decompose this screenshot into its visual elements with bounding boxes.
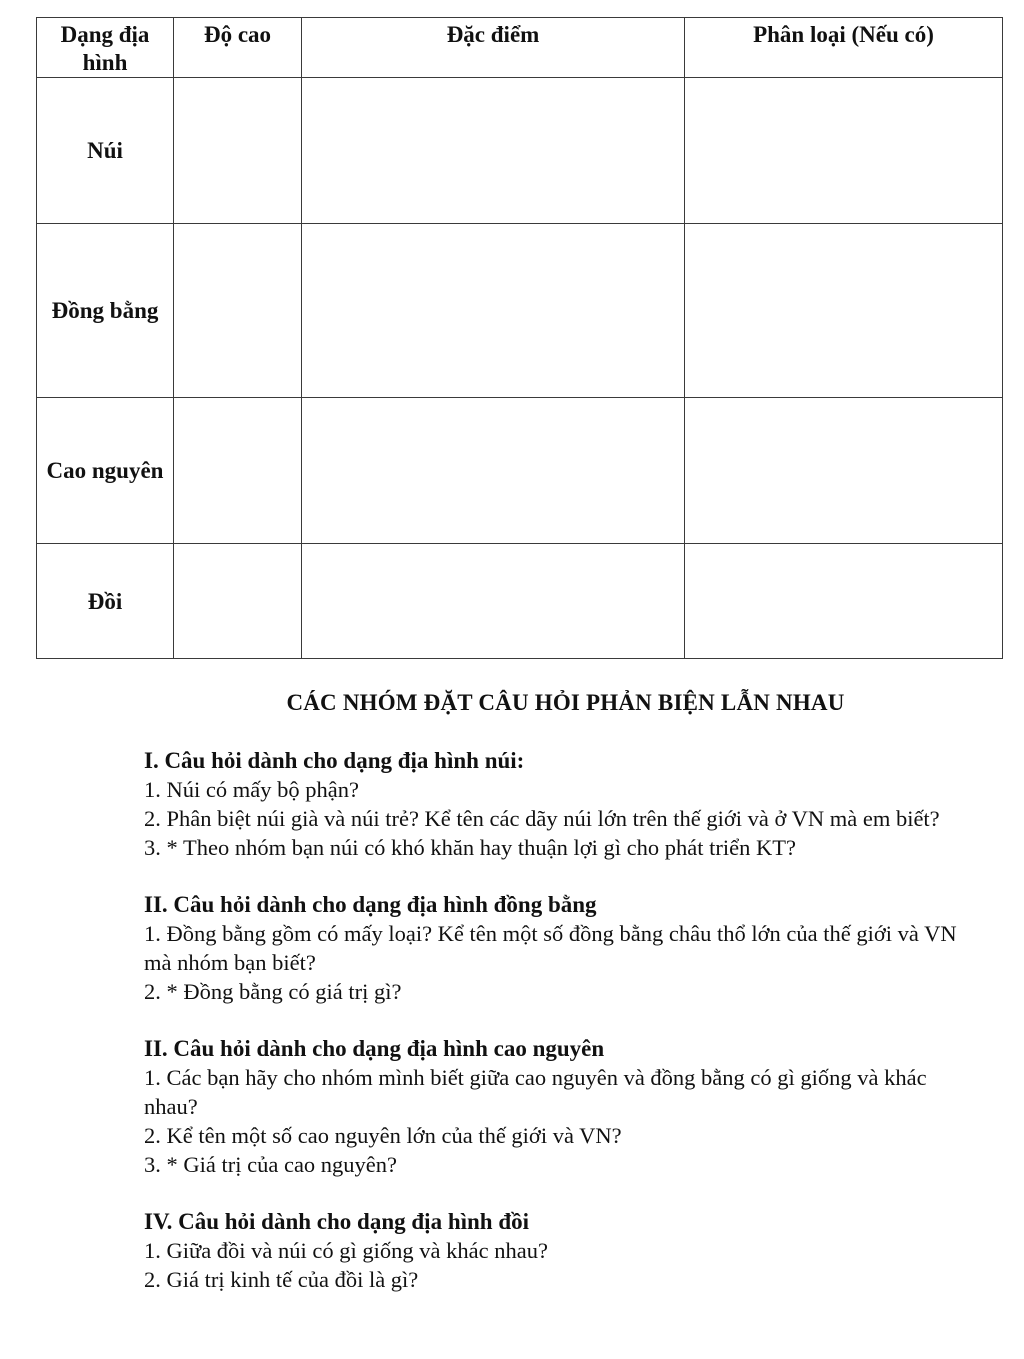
question-groups xyxy=(144,746,984,1294)
table-row xyxy=(37,544,1003,659)
question-item: 1. Núi có mấy bộ phận? xyxy=(144,777,359,802)
question-group-hill xyxy=(144,1207,984,1294)
cell-elevation xyxy=(174,544,302,659)
cell-characteristics xyxy=(302,544,685,659)
cell-elevation xyxy=(174,224,302,398)
row-label-plateau: Cao nguyên xyxy=(37,398,174,544)
question-item: 2. Phân biệt núi già và núi trẻ? Kể tên các dãy núi lớn trên thế giới và ở VN mà em biết? xyxy=(144,806,940,831)
section-title: CÁC NHÓM ĐẶT CÂU HỎI PHẢN BIỆN LẪN NHAU xyxy=(286,690,845,715)
header-elevation: Độ cao xyxy=(174,18,302,78)
question-item: 1. Các bạn hãy cho nhóm mình biết giữa cao nguyên và đồng bằng có gì giống và khác nhau? xyxy=(144,1065,927,1119)
cell-characteristics xyxy=(302,78,685,224)
question-item: 1. Đồng bằng gồm có mấy loại? Kể tên một số đồng bằng châu thổ lớn của thế giới và VN mà nhóm bạn biết? xyxy=(144,921,957,975)
question-group-plain xyxy=(144,890,984,1006)
header-terrain-type: Dạng địa hình xyxy=(37,18,174,78)
terrain-table xyxy=(36,17,1003,659)
question-item: 2. Kể tên một số cao nguyên lớn của thế giới và VN? xyxy=(144,1123,622,1148)
cell-elevation xyxy=(174,398,302,544)
question-group-plateau xyxy=(144,1034,984,1179)
cell-classification xyxy=(685,544,1003,659)
cell-characteristics xyxy=(302,398,685,544)
table-header-row xyxy=(37,18,1003,78)
question-item: 2. * Đồng bằng có giá trị gì? xyxy=(144,979,402,1004)
question-group-mountain xyxy=(144,746,984,862)
table-row xyxy=(37,224,1003,398)
cell-classification xyxy=(685,78,1003,224)
question-item: 1. Giữa đồi và núi có gì giống và khác nhau? xyxy=(144,1238,548,1263)
table-row xyxy=(37,398,1003,544)
header-characteristics: Đặc điểm xyxy=(302,18,685,78)
cell-classification xyxy=(685,398,1003,544)
question-item: 3. * Giá trị của cao nguyên? xyxy=(144,1152,398,1177)
group-heading: I. Câu hỏi dành cho dạng địa hình núi: xyxy=(144,748,525,773)
cell-classification xyxy=(685,224,1003,398)
cell-characteristics xyxy=(302,224,685,398)
row-label-mountain: Núi xyxy=(37,78,174,224)
question-item: 2. Giá trị kinh tế của đồi là gì? xyxy=(144,1267,419,1292)
row-label-plain: Đồng bằng xyxy=(37,224,174,398)
group-heading: II. Câu hỏi dành cho dạng địa hình đồng bằng xyxy=(144,892,597,917)
header-classification: Phân loại (Nếu có) xyxy=(685,18,1003,78)
question-item: 3. * Theo nhóm bạn núi có khó khăn hay thuận lợi gì cho phát triển KT? xyxy=(144,835,796,860)
group-heading: IV. Câu hỏi dành cho dạng địa hình đồi xyxy=(144,1209,530,1234)
group-heading: II. Câu hỏi dành cho dạng địa hình cao nguyên xyxy=(144,1036,605,1061)
row-label-hill: Đồi xyxy=(37,544,174,659)
table-row xyxy=(37,78,1003,224)
cell-elevation xyxy=(174,78,302,224)
